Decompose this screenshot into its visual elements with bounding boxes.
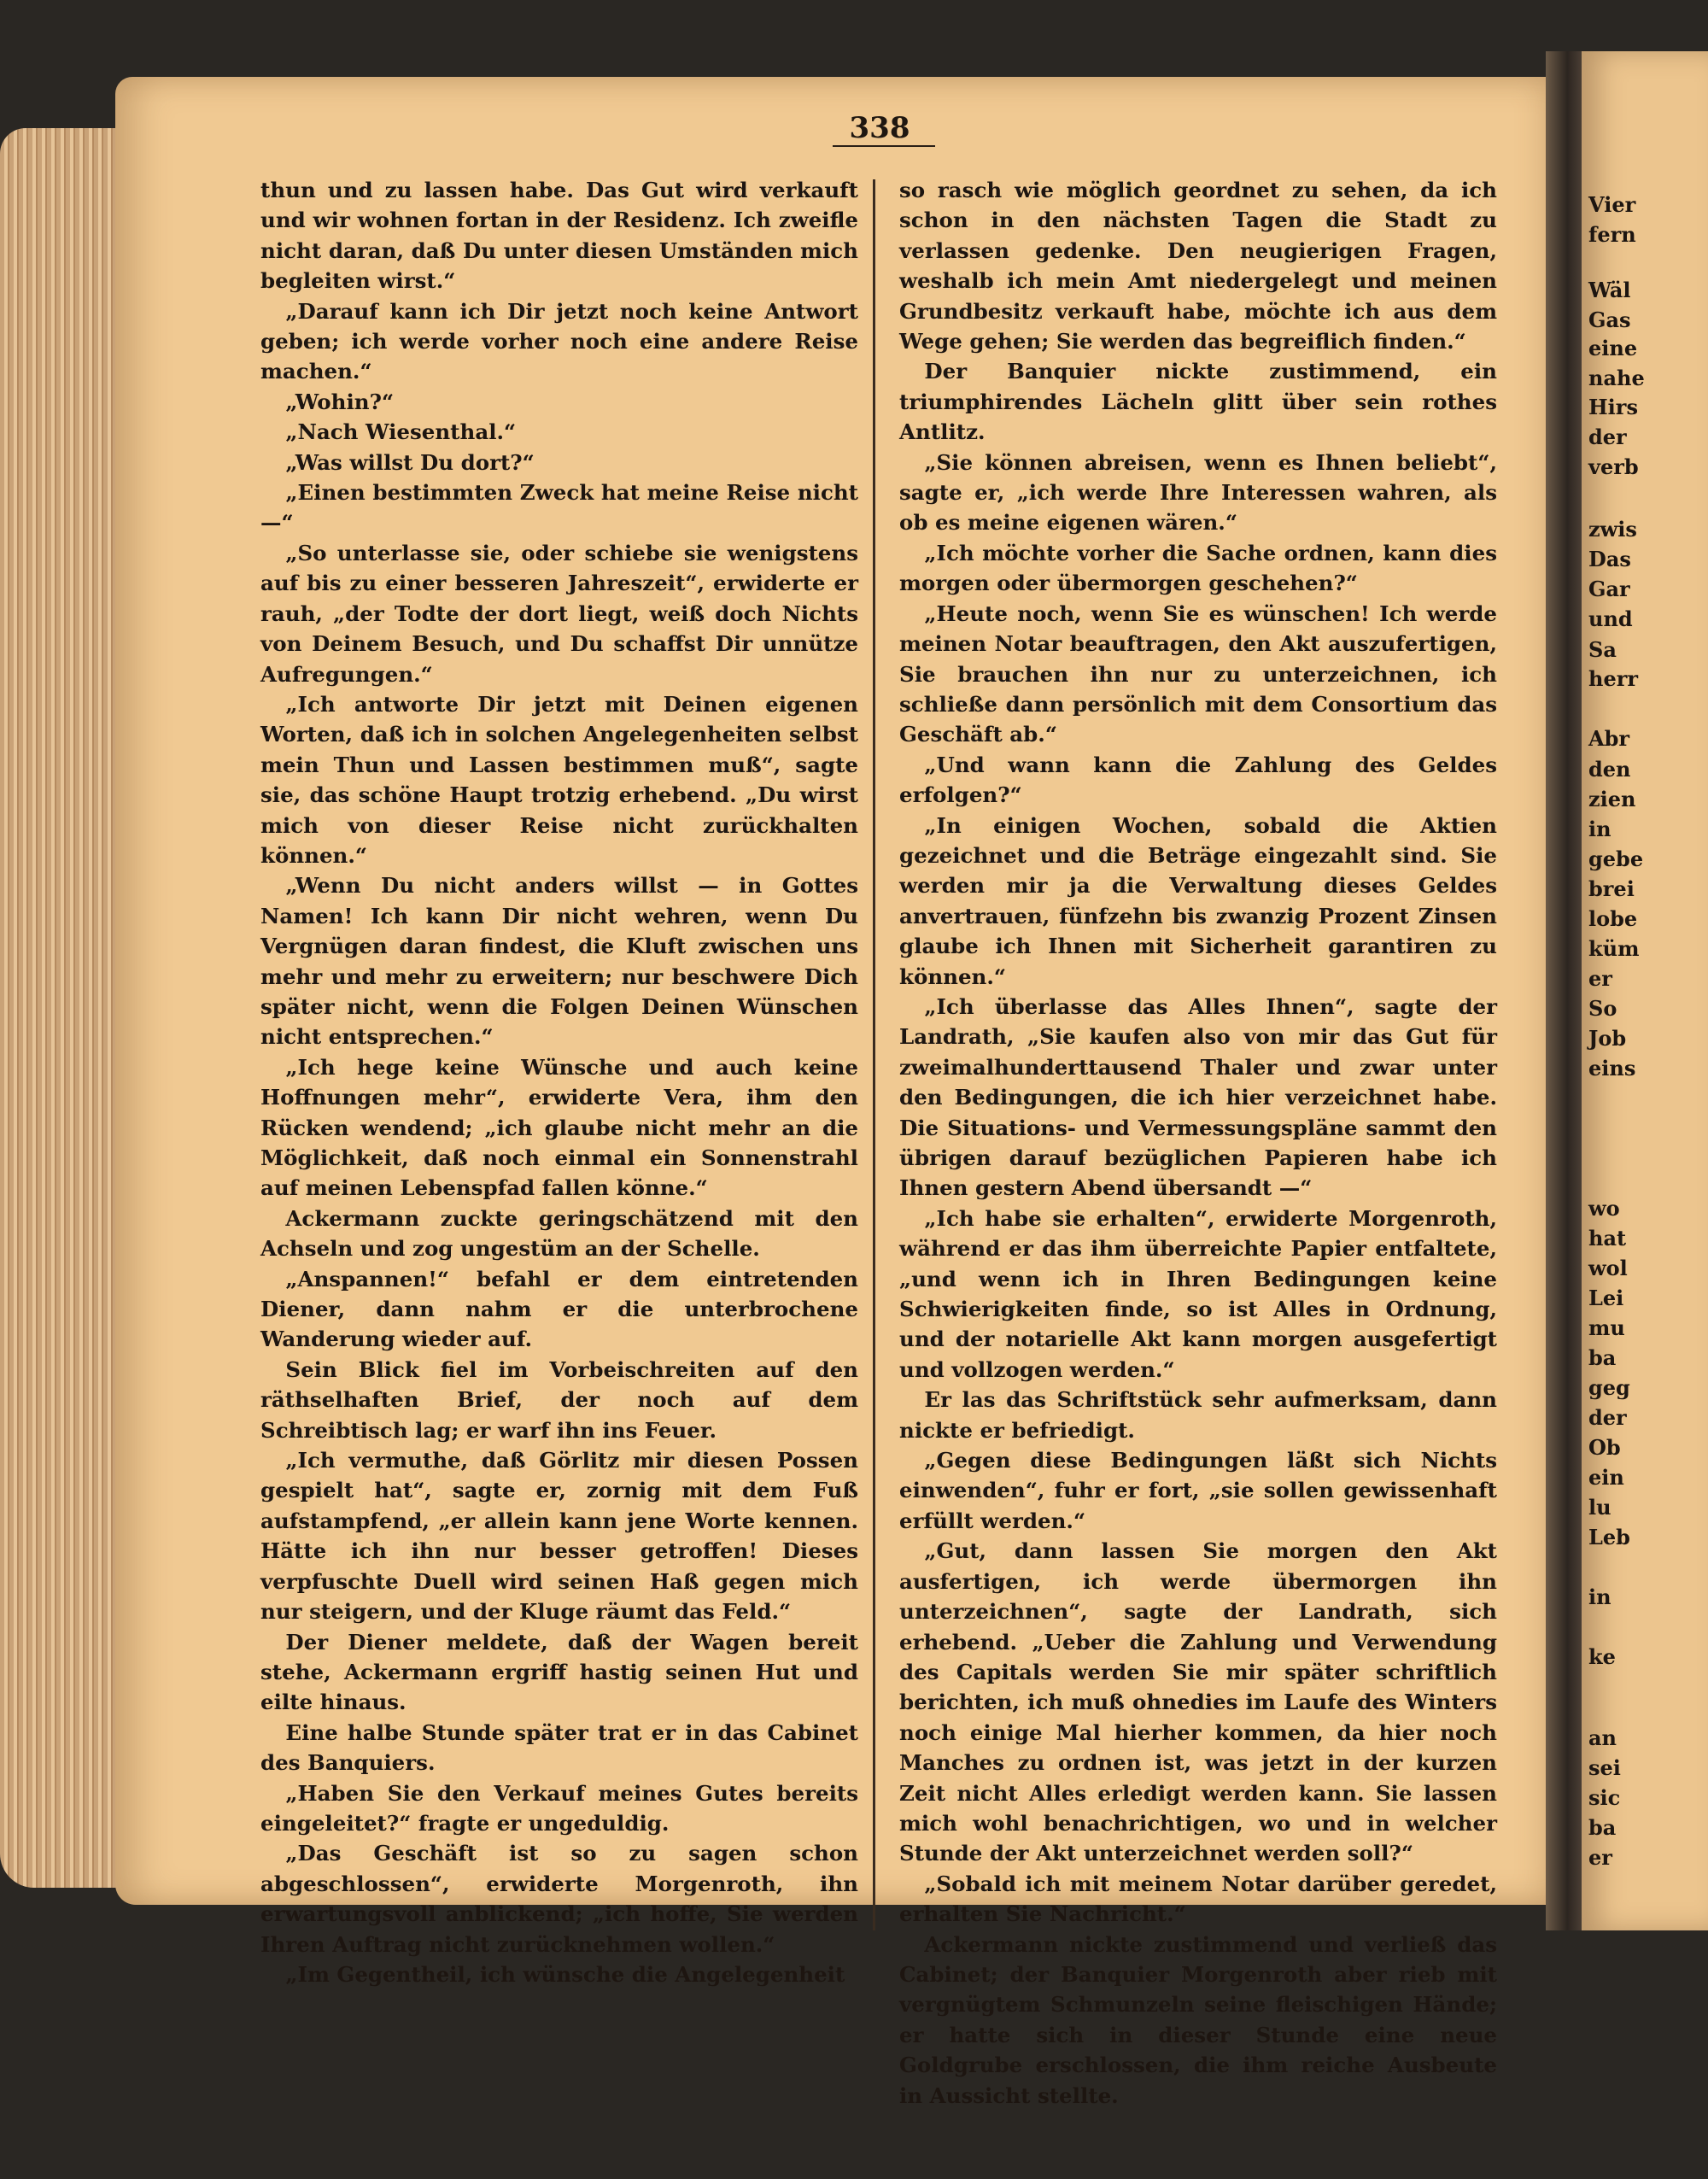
next-page-fragment: ein [1588,1465,1624,1490]
next-page-fragment: zien [1588,787,1636,811]
next-page-strip [1582,51,1708,1930]
next-page-fragment: der [1588,425,1627,449]
next-page-fragment: eine [1588,336,1638,360]
paragraph: „Sie können abreisen, wenn es Ihnen beliebt“, sagte er, „ich werde Ihre Interessen wahren, als ob es meine eigenen wären.“ [899,449,1497,536]
paragraph: „So unterlasse sie, oder schiebe sie wenigstens auf bis zu einer besseren Jahreszeit“, erwiderte er rauh, „der Todte der dort liegt, weiß doch Nichts von Deinem Besuch, und Du schaffst Dir unnütze Aufregungen.“ [260,540,858,687]
paragraph: Ackermann nickte zustimmend und verließ das Cabinet; der Banquier Morgenroth aber rieb mit vergnügtem Schmunzeln seine fleischigen Hände; er hatte sich in dieser Stunde eine neue Goldgrube erschlossen, die ihm reiche Ausbeute in Aussicht stellte. [899,1931,1497,2108]
next-page-fragment: sic [1588,1785,1621,1810]
next-page-fragment: Hirs [1588,395,1638,419]
next-page-fragment: der [1588,1405,1627,1430]
next-page-fragment: Wäl [1588,278,1631,302]
next-page-fragment: fern [1588,222,1636,247]
next-page-fragment: den [1588,757,1631,782]
paragraph: „Einen bestimmten Zweck hat meine Reise nicht —“ [260,480,858,536]
next-page-fragment: Vier [1588,192,1636,217]
next-page-fragment: wo [1588,1196,1620,1221]
next-page-fragment: Gar [1588,577,1630,601]
next-page-fragment: küm [1588,936,1640,961]
paragraph: Sein Blick fiel im Vorbeischreiten auf den räthselhaften Brief, der noch auf dem Schreibtisch lag; er warf ihn ins Feuer. [260,1356,858,1443]
paragraph: „Ich antworte Dir jetzt mit Deinen eigenen Worten, daß ich in solchen Angelegenheiten selbst mein Thun und Lassen bestimmen muß“, sagte sie, das schöne Haupt trotzig erhebend. „Du wirst mich von dieser Reise nicht zurückhalten können.“ [260,691,858,868]
paragraph: „Wenn Du nicht anders willst — in Gottes Namen! Ich kann Dir nicht wehren, wenn Du Vergnügen daran findest, die Kluft zwischen uns mehr und mehr zu erweitern; nur beschwere Dich später nicht, wenn die Folgen Deinen Wünschen nicht entsprechen.“ [260,873,858,1050]
paragraph: „Sobald ich mit meinem Notar darüber geredet, erhalten Sie Nachricht.“ [899,1871,1497,1927]
next-page-fragment: lu [1588,1495,1611,1520]
paragraph: „Haben Sie den Verkauf meines Gutes bereits eingeleitet?“ fragte er ungeduldig. [260,1780,858,1836]
header-rule [833,145,935,147]
paragraph: „Nach Wiesenthal.“ [285,419,517,445]
text-column-left [260,175,858,1989]
next-page-fragment: an [1588,1725,1617,1750]
paragraph: „Ich überlasse das Alles Ihnen“, sagte der Landrath, „Sie kaufen also von mir das Gut für zweimalhunderttausend Thaler und zwar unter den Bedingungen, die ich hier verzeichnet habe. Die Situations- und Vermessungspläne sammt den übrigen darauf bezüglichen Papieren habe ich Ihnen gestern Abend übersandt —“ [899,993,1497,1201]
book-gutter [1546,51,1585,1930]
paragraph: thun und zu lassen habe. Das Gut wird verkauft und wir wohnen fortan in der Residenz. Ich zweifle nicht daran, daß Du unter diesen Umständen mich begleiten wirst.“ [260,178,858,294]
paragraph: „Das Geschäft ist so zu sagen schon abgeschlossen“, erwiderte Morgenroth, ihn erwartungsvoll anblickend; „ich hoffe, Sie werden Ihren Auftrag nicht zurücknehmen wollen.“ [260,1841,858,1957]
next-page-fragment: Sa [1588,637,1617,662]
paragraph: Eine halbe Stunde später trat er in das Cabinet des Banquiers. [260,1719,858,1776]
page-number: 338 [849,111,910,145]
paragraph: „Ich vermuthe, daß Görlitz mir diesen Possen gespielt hat“, sagte er, zornig mit dem Fuß aufstampfend, „er allein kann jene Worte kennen. Hätte ich ihn nur besser getroffen! Dieses verpfuschte Duell wird seinen Haß gegen mich nur steigern, und der Kluge räumt das Feld.“ [260,1448,858,1625]
paragraph: „Im Gegentheil, ich wünsche die Angelegenheit [285,1961,845,1987]
page-edges-stack [0,128,128,1888]
paragraph: „Ich hege keine Wünsche und auch keine Hoffnungen mehr“, erwiderte Vera, ihm den Rücken wendend; „ich glaube nicht mehr an die Möglichkeit, daß noch einmal ein Sonnenstrahl auf meinen Lebenspfad fallen könne.“ [260,1054,858,1201]
text-column-right [899,175,1497,2111]
paragraph: so rasch wie möglich geordnet zu sehen, da ich schon in den nächsten Tagen die Stadt zu verlassen gedenke. Den neugierigen Fragen, weshalb ich mein Amt niedergelegt und meinen Grundbesitz verkauft habe, möchte ich aus dem Wege gehen; Sie werden das begreiflich finden.“ [899,178,1497,354]
paragraph: Der Diener meldete, daß der Wagen bereit stehe, Ackermann ergriff hastig seinen Hut und eilte hinaus. [260,1629,858,1715]
next-page-fragment: in [1588,1584,1611,1609]
paragraph: „Darauf kann ich Dir jetzt noch keine Antwort geben; ich werde vorher noch eine andere Reise machen.“ [260,298,858,384]
paragraph: „Heute noch, wenn Sie es wünschen! Ich werde meinen Notar beauftragen, den Akt auszufertigen, Sie brauchen ihn nur zu unterzeichnen, ich schließe dann persönlich mit dem Consortium das Geschäft ab.“ [899,600,1497,747]
next-page-fragment: eins [1588,1056,1636,1081]
paragraph: „Was willst Du dort?“ [285,449,535,475]
next-page-fragment: Lei [1588,1286,1624,1310]
next-page-fragment: ba [1588,1815,1617,1840]
paragraph: „Anspannen!“ befahl er dem eintretenden Diener, dann nahm er die unterbrochene Wanderung wieder auf. [260,1266,858,1352]
next-page-fragment: herr [1588,666,1639,691]
paragraph: Ackermann zuckte geringschätzend mit den Achseln und zog ungestüm an der Schelle. [260,1205,858,1262]
paragraph: „Wohin?“ [285,389,395,414]
next-page-fragment: er [1588,1845,1612,1870]
next-page-fragment: ke [1588,1644,1616,1669]
next-page-fragment: geg [1588,1375,1630,1400]
next-page-fragment: So [1588,996,1617,1021]
paragraph: „Ich möchte vorher die Sache ordnen, kann dies morgen oder übermorgen geschehen?“ [899,540,1497,596]
column-divider [873,179,875,1930]
next-page-fragment: Leb [1588,1525,1630,1549]
next-page-fragment: brei [1588,876,1635,901]
next-page-fragment: nahe [1588,366,1645,390]
paragraph: „Ich habe sie erhalten“, erwiderte Morgenroth, während er das ihm überreichte Papier entfaltete, „und wenn ich in Ihren Bedingungen keine Schwierigkeiten finde, so ist Alles in Ordnung, und der notarielle Akt kann morgen ausgefertigt und vollzogen werden.“ [899,1205,1497,1382]
next-page-fragment: und [1588,606,1633,631]
paragraph: „Und wann kann die Zahlung des Geldes erfolgen?“ [899,752,1497,808]
next-page-fragment: zwis [1588,517,1637,542]
next-page-fragment: Ob [1588,1435,1621,1460]
paragraph: „In einigen Wochen, sobald die Aktien gezeichnet und die Beträge eingezahlt sind. Sie werden mir ja die Verwaltung dieses Geldes anvertrauen, fünfzehn bis zwanzig Prozent Zinsen glaube ich Ihnen mit Sicherheit garantiren zu können.“ [899,812,1497,989]
next-page-fragment: in [1588,817,1611,841]
next-page-fragment: ba [1588,1345,1617,1370]
next-page-fragment: er [1588,966,1612,991]
next-page-fragment: lobe [1588,906,1638,931]
next-page-fragment: verb [1588,454,1639,479]
next-page-fragment: Job [1588,1026,1627,1051]
paragraph: „Gut, dann lassen Sie morgen den Akt ausfertigen, ich werde übermorgen ihn unterzeichnen“, sagte der Landrath, sich erhebend. „Ueber die Zahlung und Verwendung des Capitals werden Sie mir später schriftlich berichten, ich muß ohnedies im Laufe des Winters noch einige Mal hierher kommen, da hier noch Manches zu ordnen ist, was jetzt in der kurzen Zeit nicht Alles erledigt werden kann. Sie lassen mich wohl benachrichtigen, wo und in welcher Stunde der Akt unterzeichnet werden soll?“ [899,1538,1497,1866]
paragraph: „Gegen diese Bedingungen läßt sich Nichts einwenden“, fuhr er fort, „sie sollen gewissenhaft erfüllt werden.“ [899,1448,1497,1533]
next-page-fragment: Abr [1588,726,1630,751]
next-page-fragment: Das [1588,547,1631,571]
paragraph: Er las das Schriftstück sehr aufmerksam, dann nickte er befriedigt. [899,1387,1497,1443]
next-page-fragment: wol [1588,1256,1628,1280]
next-page-fragment: sei [1588,1755,1621,1780]
next-page-fragment: mu [1588,1315,1625,1340]
next-page-fragment: gebe [1588,846,1644,871]
next-page-fragment: Gas [1588,308,1631,332]
paragraph: Der Banquier nickte zustimmend, ein triumphirendes Lächeln glitt über sein rothes Antlitz. [899,359,1497,445]
next-page-fragment: hat [1588,1226,1627,1251]
